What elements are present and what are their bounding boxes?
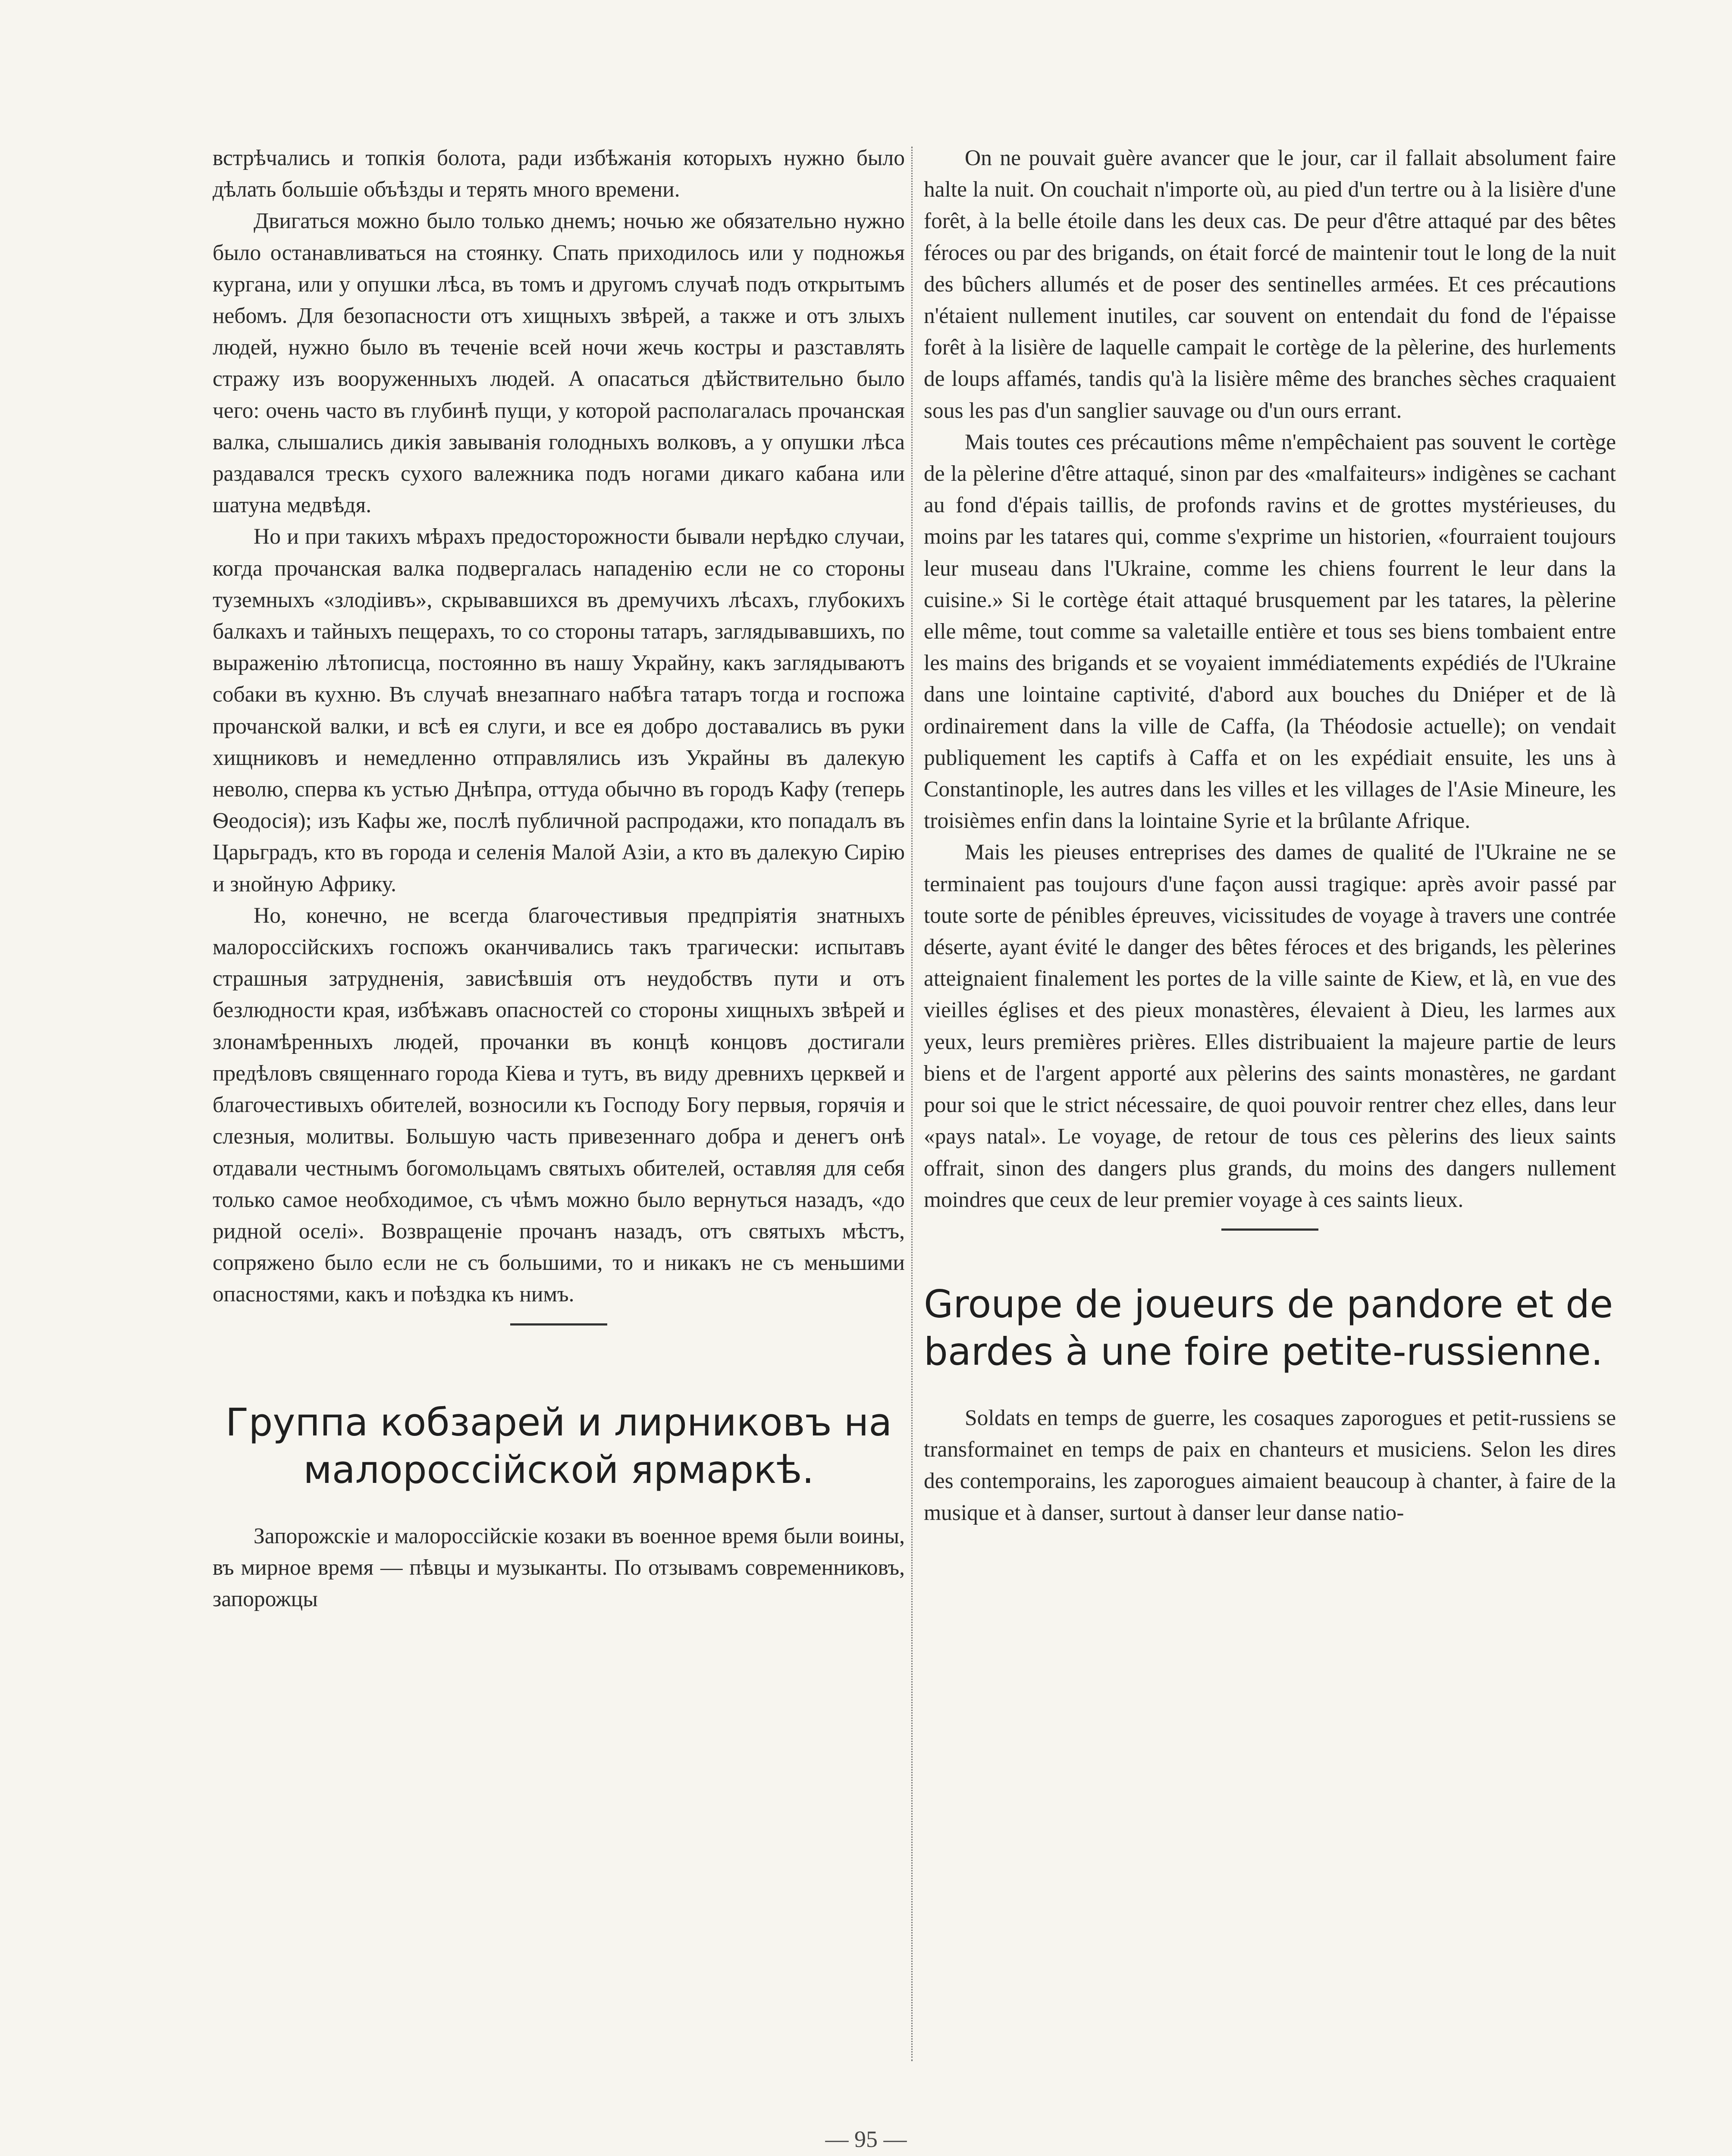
column-divider <box>911 147 913 2061</box>
paragraph: Mais les pieuses entreprises des dames de qualité de l'Ukraine ne se terminaient pas toujours d'une façon aussi tragique: après avoir passé par toute sorte de pénibles épreuves, vicissitudes de voyage à travers une contrée déserte, ayant évité le danger des bêtes féroces et des brigands, les pèlerines atteignaient finalement les portes de la ville sainte de Kiew, et là, en vue des vieilles églises et des pieux monastères, élevaient à Dieu, les larmes aux yeux, leurs premières prières. Elles distribuaient la majeure partie de leurs biens et de l'argent apporté aux pèlerins des saints monastères, ne gardant pour soi que le strict nécessaire, de quoi pouvoir rentrer chez elles, dans leur «pays natal». Le voyage, de retour de tous ces pèlerins des lieux saints offrait, sinon des dangers plus grands, du moins des dangers nullement moindres que ceux de leur premier voyage à ces saints lieux. <box>924 840 1616 1212</box>
page-number: — 95 — <box>825 2126 907 2152</box>
right-column-french <box>924 142 1616 1529</box>
paragraph: встрѣчались и топкія болота, ради избѣжанія которыхъ нужно было дѣлать большіе объѣзды и терять много времени. <box>213 146 905 202</box>
section-paragraph: Запорожскіе и малороссійскіе козаки въ военное время были воины, въ мирное время — пѣвцы и музыканты. По отзывамъ современниковъ, запорожцы <box>213 1523 905 1611</box>
paragraph: Но и при такихъ мѣрахъ предосторожности бывали нерѣдко случаи, когда прочанская валка подвергалась нападенію если не со стороны туземныхъ «злодіивъ», скрывавшихся въ дремучихъ лѣсахъ, глубокихъ балкахъ и тайныхъ пещерахъ, то со стороны татаръ, заглядывавшихъ, по выраженію лѣтописца, постоянно въ нашу Украйну, какъ заглядываютъ собаки въ кухню. Въ случаѣ внезапнаго набѣга татаръ тогда и госпожа прочанской валки, и всѣ ея слуги, и все ея добро доставались въ руки хищниковъ и немедленно отправлялись изъ Украйны въ далекую неволю, сперва къ устью Днѣпра, оттуда обычно въ городъ Кафу (теперь Ѳеодосія); изъ Кафы же, послѣ публичной распродажи, кто попадалъ въ Царьградъ, кто въ города и селенія Малой Азіи, а кто въ далекую Сирію и знойную Африку. <box>213 524 905 896</box>
section-heading-french: Groupe de joueurs de pandore et de bardes à une foire petite-russienne. <box>924 1282 1613 1374</box>
section-rule <box>1221 1228 1318 1231</box>
section-rule <box>510 1323 607 1326</box>
section-paragraph: Soldats en temps de guerre, les cosaques zaporogues et petit-russiens se transformainet en temps de paix en chanteurs et musiciens. Selon les dires des contemporains, les zaporogues aimaient beaucoup à chanter, à faire de la musique et à danser, surtout à danser leur danse natio- <box>924 1405 1616 1525</box>
paragraph: On ne pouvait guère avancer que le jour, car il fallait absolument faire halte la nuit. On couchait n'importe où, au pied d'un tertre ou à la lisière d'une forêt, à la belle étoile dans les deux cas. De peur d'être attaqué par des bêtes féroces ou par des brigands, on était forcé de maintenir tout le long de la nuit des bûchers allumés et de poser des sentinelles armées. Et ces précautions n'étaient nullement inutiles, car souvent on entendait du fond de l'épaisse forêt à la lisière de laquelle campait le cortège de la pèlerine, des hurlements de loups affamés, tandis qu'à la lisière même des branches sèches craquaient sous les pas d'un sanglier sauvage ou d'un ours errant. <box>924 146 1616 423</box>
paragraph: Mais toutes ces précautions même n'empêchaient pas souvent le cortège de la pèlerine d'être attaqué, sinon par des «malfaiteurs» indigènes se cachant au fond d'épais taillis, de profonds ravins et de grottes mystérieuses, du moins par les tatares qui, comme s'exprime un historien, «fourraient toujours leur museau dans l'Ukraine, comme les chiens fourrent le leur dans la cuisine.» Si le cortège était attaqué brusquement par les tatares, la pèlerine elle même, tout comme sa valetaille entière et tous ses biens tombaient entre les mains des brigands et se voyaient immédiatements expédiés de l'Ukraine dans une lointaine captivité, d'abord aux bouches du Dniéper et de là ordinairement dans la ville de Caffa, (la Théodosie actuelle); on vendait publiquement les captifs à Caffa et on les expédiait ensuite, les uns à Constantinople, les autres dans les villes et les villages de l'Asie Mineure, les troisièmes enfin dans la lointaine Syrie et la brûlante Afrique. <box>924 429 1616 834</box>
left-column-russian <box>213 142 905 1615</box>
section-heading-russian: Группа кобзарей и лирниковъ на малороссійской ярмаркѣ. <box>225 1400 892 1492</box>
paragraph: Но, конечно, не всегда благочестивыя предпріятія знатныхъ малороссійскихъ госпожъ оканчивались такъ трагически: испытавъ страшныя затрудненія, зависѣвшія отъ неудобствъ пути и отъ безлюдности края, избѣжавъ опасностей со стороны хищныхъ звѣрей и злонамѣренныхъ людей, прочанки въ концѣ концовъ достигали предѣловъ священнаго города Кіева и тутъ, въ виду древнихъ церквей и благочестивыхъ обителей, возносили къ Господу Богу первыя, горячія и слезныя, молитвы. Большую часть привезеннаго добра и денегъ онѣ отдавали честнымъ богомольцамъ святыхъ обителей, оставляя для себя только самое необходимое, съ чѣмъ можно было вернуться назадъ, «до ридной оселі». Возвращеніе прочанъ назадъ, отъ святыхъ мѣстъ, сопряжено было если не съ большими, то и никакъ не съ меньшими опасностями, какъ и поѣздка къ нимъ. <box>213 903 905 1307</box>
paragraph: Двигаться можно было только днемъ; ночью же обязательно нужно было останавливаться на стоянку. Спать приходилось или у подножья кургана, или у опушки лѣса, въ томъ и другомъ случаѣ подъ открытымъ небомъ. Для безопасности отъ хищныхъ звѣрей, а также и отъ злыхъ людей, нужно было въ теченіе всей ночи жечь костры и разставлять стражу изъ вооруженныхъ людей. А опасаться дѣйствительно было чего: очень часто въ глубинѣ пущи, у которой располагалась прочанская валка, слышались дикія завыванія голодныхъ волковъ, а у опушки лѣса раздавался трескъ сухого валежника подъ ногами дикаго кабана или шатуна медвѣдя. <box>213 209 905 518</box>
